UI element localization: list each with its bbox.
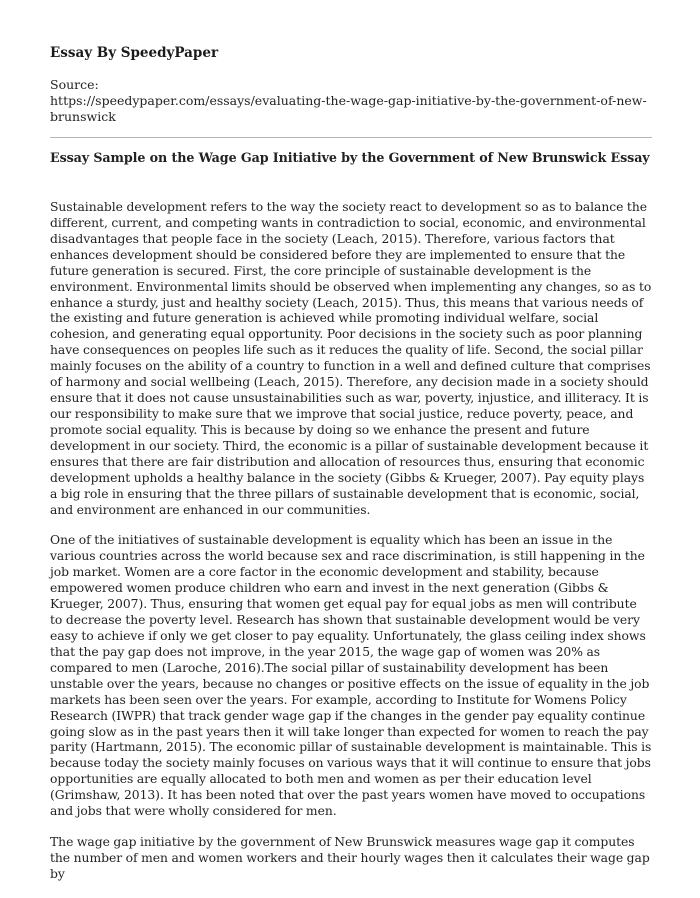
source-label: Source: (50, 77, 99, 92)
brand-title: Essay By SpeedyPaper (50, 45, 219, 61)
essay-paragraph-1: Sustainable development refers to the way the society react to development so as to balance the different, current, and competing wants in contradiction to social, economic, and environmental disadvantages that people face in the society (Leach, 2015). Therefore, various factors that enhances development should be considered before they are implemented to ensure that the future generation is secured. First, the core principle of sustainable development is the environment. Environmental limits should be observed when implementing any changes, so as to enhance a sturdy, just and healthy society (Leach, 2015). Thus, this means that various needs of the existing and future generation is achieved while promoting individual welfare, social cohesion, and generating equal opportunity. Poor decisions in the society such as poor planning have consequences on peoples life such as it reduces the quality of life. Second, the social pillar mainly focuses on the ability of a country to function in a well and defined culture that comprises of harmony and social wellbeing (Leach, 2015). Therefore, any decision made in a society should ensure that it does not cause unsustainabilities such as war, poverty, injustice, and illiteracy. It is our responsibility to make sure that we improve that social justice, reduce poverty, peace, and promote social equality. This is because by doing so we enhance the present and future development in our society. Third, the economic is a pillar of sustainable development because it ensures that there are fair distribution and allocation of resources thus, ensuring that economic development upholds a healthy balance in the society (Gibbs & Krueger, 2007). Pay equity plays a big role in ensuring that the three pillars of sustainable development that is economic, social, and environment are enhanced in our communities. (50, 200, 652, 517)
essay-body (50, 200, 652, 898)
essay-paragraph-3: The wage gap initiative by the government of New Brunswick measures wage gap it computes the number of men and women workers and their hourly wages then it calculates their wage gap by (50, 835, 650, 881)
essay-title: Essay Sample on the Wage Gap Initiative by the Government of New Brunswick Essay (50, 150, 650, 165)
source-url[interactable]: https://speedypaper.com/essays/evaluating-the-wage-gap-initiative-by-the-government-of-new-brunswick (50, 93, 647, 124)
essay-paragraph-2: One of the initiatives of sustainable development is equality which has been an issue in the various countries across the world because sex and race discrimination, is still happening in the job market. Women are a core factor in the economic development and stability, because empowered women produce children who earn and invest in the next generation (Gibbs & Krueger, 2007). Thus, ensuring that women get equal pay for equal jobs as men will contribute to decrease the poverty level. Research has shown that sustainable development would be very easy to achieve if only we get closer to pay equality. Unfortunately, the glass ceiling index shows that the pay gap does not improve, in the year 2015, the wage gap of women was 20% as compared to men (Laroche, 2016).The social pillar of sustainability development has been unstable over the years, because no changes or positive effects on the issue of equality in the job markets has been seen over the years. For example, according to Institute for Womens Policy Research (IWPR) that track gender wage gap if the changes in the gender pay equality continue going slow as in the past years then it will take longer than expected for women to reach the pay parity (Hartmann, 2015). The economic pillar of sustainable development is maintainable. This is because today the society mainly focuses on various ways that it will continue to ensure that jobs opportunities are equally allocated to both men and women as per their education level (Grimshaw, 2013). It has been noted that over the past years women have moved to occupations and jobs that were wholly considered for men. (50, 533, 652, 819)
header-divider (50, 137, 652, 138)
